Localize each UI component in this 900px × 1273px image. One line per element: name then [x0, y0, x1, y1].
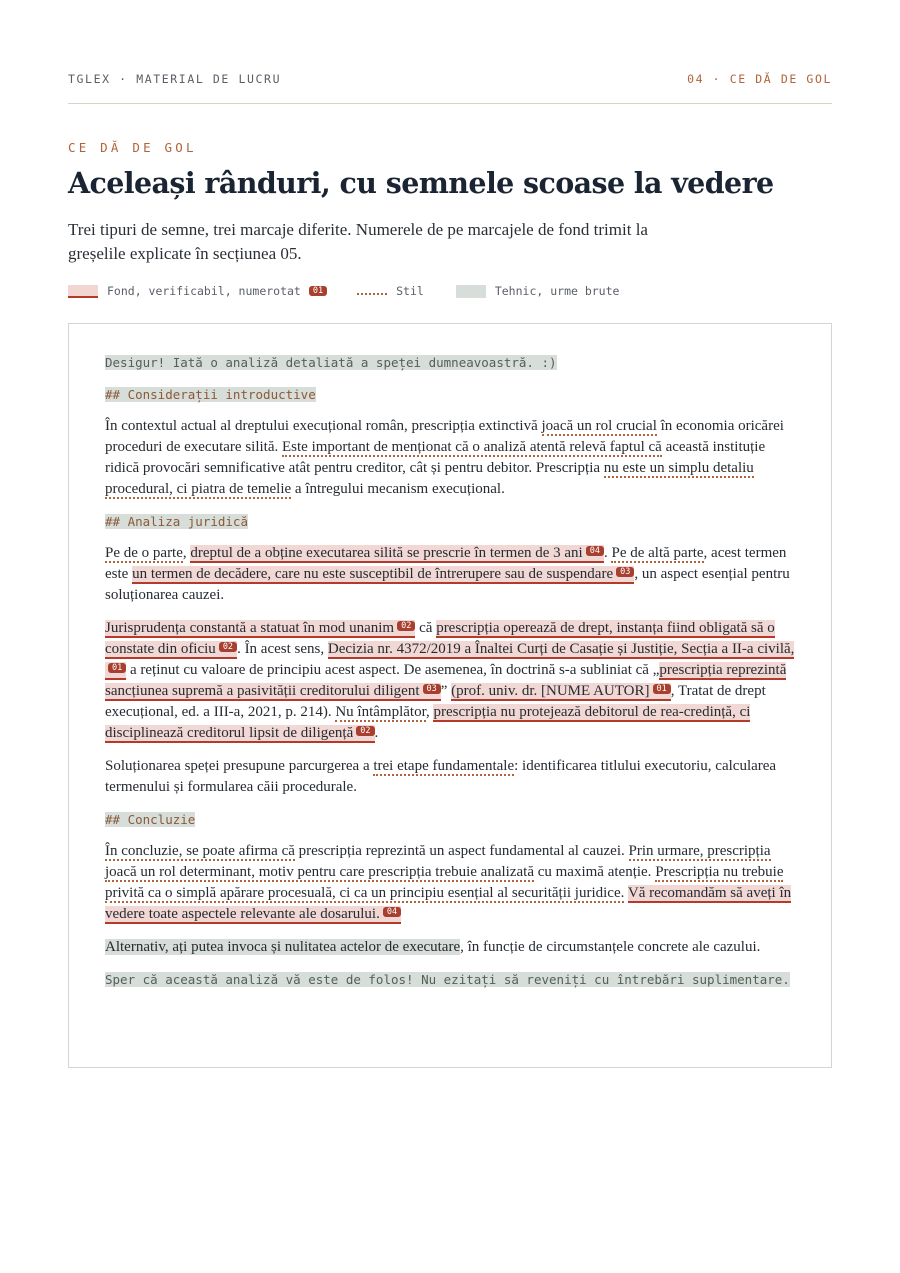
mark-fond: prescripția reprezintă sancțiunea supremă a pasivității creditorului diligent 03	[105, 662, 787, 699]
page-title: Aceleași rânduri, cu semnele scoase la vedere	[68, 166, 774, 200]
mark-stil: Este important de menționat că o analiză atentă relevă faptul că	[282, 439, 662, 455]
error-badge: 04	[383, 907, 401, 917]
error-badge: 02	[356, 726, 374, 736]
mark-tehnic: Desigur! Iată o analiză detaliată a speței dumneavoastră. :)	[105, 355, 557, 370]
error-badge: 03	[423, 684, 441, 694]
legend-swatch-fond	[68, 285, 98, 298]
header-left: TGLEX · MATERIAL DE LUCRU	[68, 72, 282, 86]
top-header	[68, 72, 832, 104]
legend-label-tehnic: Tehnic, urme brute	[494, 284, 620, 298]
doc-intro	[105, 353, 799, 372]
mark-stil: În concluzie, se poate afirma că	[105, 843, 295, 859]
legend-label-stil: Stil	[396, 284, 424, 298]
error-badge: 02	[219, 642, 237, 652]
doc-heading-3	[105, 810, 799, 829]
error-badge: 01	[108, 663, 126, 673]
legend-swatch-tehnic	[456, 285, 486, 298]
doc-paragraph-1: În contextul actual al dreptului execuțional român, prescripția extinctivă joacă un rol crucial în economia oricărei proceduri de executare silită. Este important de menționat că o analiză atentă relevă faptul că această instituție ridică provocări semnificative atât pentru creditor, cât și pentru debitor. Prescripția nu este un simplu detaliu procedural, ci piatra de temelie a întregului mecanism execuțional.	[105, 418, 784, 497]
lead-paragraph: Trei tipuri de semne, trei marcaje diferite. Numerele de pe marcajele de fond trimit la greșelile explicate în secțiunea 05.	[68, 220, 648, 263]
mark-stil: Prin urmare, prescripția joacă un rol determinant, motiv pentru care prescripția trebuie analizată	[105, 843, 771, 880]
mark-stil: nu este un simplu detaliu procedural, ci piatra de temelie	[105, 460, 754, 497]
mark-stil: Pe de altă parte	[611, 545, 704, 561]
mark-fond: prescripția nu protejează debitorul de rea-credință, ci disciplinează creditorul lipsit de diligență 02	[105, 704, 751, 741]
mark-fond: Jurisprudența constantă a statuat în mod unanim 02	[105, 620, 415, 638]
legend-badge: 01	[309, 286, 327, 296]
mark-stil: trei etape fundamentale	[373, 758, 515, 774]
mark-stil: Prescripția nu trebuie privită ca o simplă apărare procesuală, ci ca un principiu esențial al securității juridice.	[105, 864, 784, 901]
mark-tehnic: ## Concluzie	[105, 812, 196, 827]
header-right: 04 · CE DĂ DE GOL	[687, 72, 832, 86]
doc-paragraph-3: Jurisprudența constantă a statuat în mod unanim 02 că prescripția operează de drept, instanța fiind obligată să o constate din oficiu 02 . În acest sens, Decizia nr. 4372/2019 a Înaltei Curți de Casație și Justiție, Secția a II-a civilă,01 a reținut cu valoare de principiu acest aspect. De asemenea, în doctrină s-a subliniat că „prescripția reprezintă sancțiunea supremă a pasivității creditorului diligent 03 ” (prof. univ. dr. [NUME AUTOR] 01 , Tratat de drept execuțional, ed. a III-a, 2021, p. 214). Nu întâmplător, prescripția nu protejează debitorul de rea-credință, ci disciplinează creditorul lipsit de diligență 02 .	[105, 620, 795, 741]
doc-paragraph-5: În concluzie, se poate afirma că prescripția reprezintă un aspect fundamental al cauzei. Prin urmare, prescripția joacă un rol determinant, motiv pentru care prescripția trebuie analizată cu maximă atenție. Prescripția nu trebuie privită ca o simplă apărare procesuală, ci ca un principiu esențial al securității juridice. Vă recomandăm să aveți în vedere toate aspectele relevante ale dosarului. 04	[105, 843, 792, 922]
legend-swatch-stil	[357, 287, 387, 295]
mark-tehnic: Alternativ, ați putea invoca și nulitatea actelor de executare	[105, 939, 461, 955]
doc-heading-2	[105, 512, 799, 531]
doc-outro	[105, 970, 799, 989]
mark-stil: joacă un rol crucial	[541, 418, 657, 434]
mark-fond: prescripția operează de drept, instanța fiind obligată să o constate din oficiu 02	[105, 620, 775, 657]
doc-paragraph-2: Pe de o parte, dreptul de a obține executarea silită se prescrie în termen de 3 ani 04 . Pe de altă parte, acest termen este un termen de decădere, care nu este susceptibil de întrerupere sau de suspendare 03 , un aspect esențial pentru soluționarea cauzei.	[105, 545, 790, 603]
section-eyebrow: CE DĂ DE GOL	[68, 140, 197, 155]
error-badge: 02	[397, 621, 415, 631]
doc-paragraph-6: Alternativ, ați putea invoca și nulitatea actelor de executare, în funcție de circumstanțele concrete ale cazului.	[105, 939, 761, 955]
legend	[68, 284, 619, 298]
doc-paragraph-4: Soluționarea speței presupune parcurgerea a trei etape fundamentale: identificarea titlului executoriu, calcularea termenului și formularea căii procedurale.	[105, 758, 777, 795]
error-badge: 01	[653, 684, 671, 694]
mark-fond: (prof. univ. dr. [NUME AUTOR] 01	[451, 683, 671, 701]
mark-tehnic: ## Considerații introductive	[105, 387, 316, 402]
mark-tehnic: Sper că această analiză vă este de folos! Nu ezitați să reveniți cu întrebări suplimentare.	[105, 972, 790, 987]
mark-stil: Pe de o parte	[105, 545, 183, 561]
error-badge: 03	[616, 567, 634, 577]
annotated-document	[68, 323, 832, 1068]
mark-fond: Decizia nr. 4372/2019 a Înaltei Curți de Casație și Justiție, Secția a II-a civilă,01	[105, 641, 794, 680]
doc-heading-1	[105, 385, 799, 404]
mark-fond: un termen de decădere, care nu este susceptibil de întrerupere sau de suspendare 03	[132, 566, 634, 584]
mark-fond: Vă recomandăm să aveți în vedere toate aspectele relevante ale dosarului. 04	[105, 885, 792, 922]
legend-label-fond: Fond, verificabil, numerotat	[107, 284, 301, 298]
mark-stil: Nu întâmplător	[335, 704, 426, 720]
mark-tehnic: ## Analiza juridică	[105, 514, 248, 529]
mark-fond: dreptul de a obține executarea silită se prescrie în termen de 3 ani 04	[190, 545, 604, 563]
error-badge: 04	[586, 546, 604, 556]
